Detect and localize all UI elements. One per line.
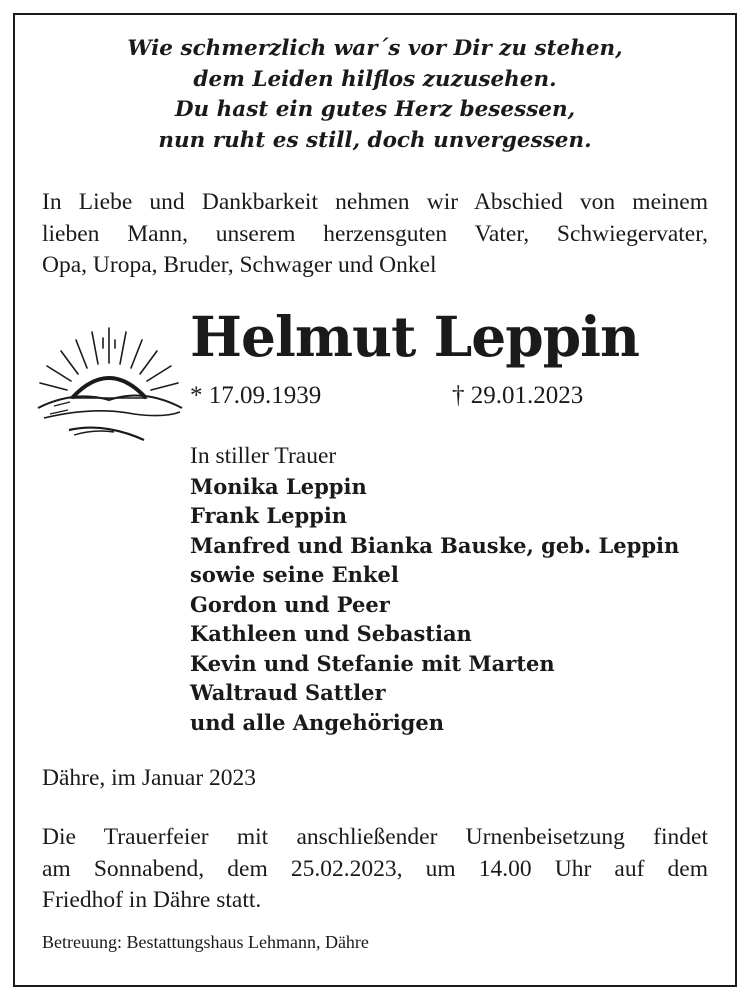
poem-line: nun ruht es still, doch unvergessen. (158, 127, 592, 153)
mourner-name: und alle Angehörigen (190, 709, 444, 735)
intro-line: lieben Mann, unserem herzensguten Vater, Schwiegervater, (42, 220, 708, 247)
mourner-name: Monika Leppin (190, 473, 367, 499)
mourner-name: Gordon und Peer (190, 591, 390, 617)
mourners-list (190, 442, 679, 737)
ceremony-line: am Sonnabend, dem 25.02.2023, um 14.00 Uhr auf dem (42, 855, 708, 882)
mourner-name: Kevin und Stefanie mit Marten (190, 650, 555, 676)
mourner-name: Frank Leppin (190, 503, 348, 528)
poem-line: Wie schmerzlich war´s vor Dir zu stehen, (127, 36, 623, 61)
deceased-name: Helmut Leppin (190, 304, 640, 369)
birth-date: * 17.09.1939 (190, 382, 322, 409)
intro-line: Opa, Uropa, Bruder, Schwager und Onkel (42, 252, 437, 278)
poem-line: dem Leiden hilflos zuzusehen. (193, 66, 557, 92)
mourner-name: Kathleen und Sebastian (190, 621, 472, 646)
mourner-name: Manfred und Bianka Bauske, geb. Leppin (190, 532, 680, 558)
mourner-name: Waltraud Sattler (190, 680, 386, 705)
death-date: † 29.01.2023 (452, 382, 584, 409)
ceremony-line: Die Trauerfeier mit anschließender Urnenbeisetzung findet (42, 824, 708, 850)
intro-line: In Liebe und Dankbarkeit nehmen wir Abschied von meinem (42, 189, 708, 215)
place-date: Dähre, im Januar 2023 (42, 765, 257, 791)
mourner-name: sowie seine Enkel (190, 562, 399, 587)
sunrise-icon (34, 318, 184, 448)
poem (0, 34, 750, 156)
ceremony-line: Friedhof in Dähre statt. (42, 887, 262, 913)
mourning-lead: In stiller Trauer (190, 443, 337, 469)
intro-text (42, 187, 708, 282)
funeral-home-note: Betreuung: Bestattungshaus Lehmann, Dähre (42, 932, 369, 952)
ceremony-text (42, 822, 708, 917)
poem-line: Du hast ein gutes Herz besessen, (174, 97, 576, 122)
